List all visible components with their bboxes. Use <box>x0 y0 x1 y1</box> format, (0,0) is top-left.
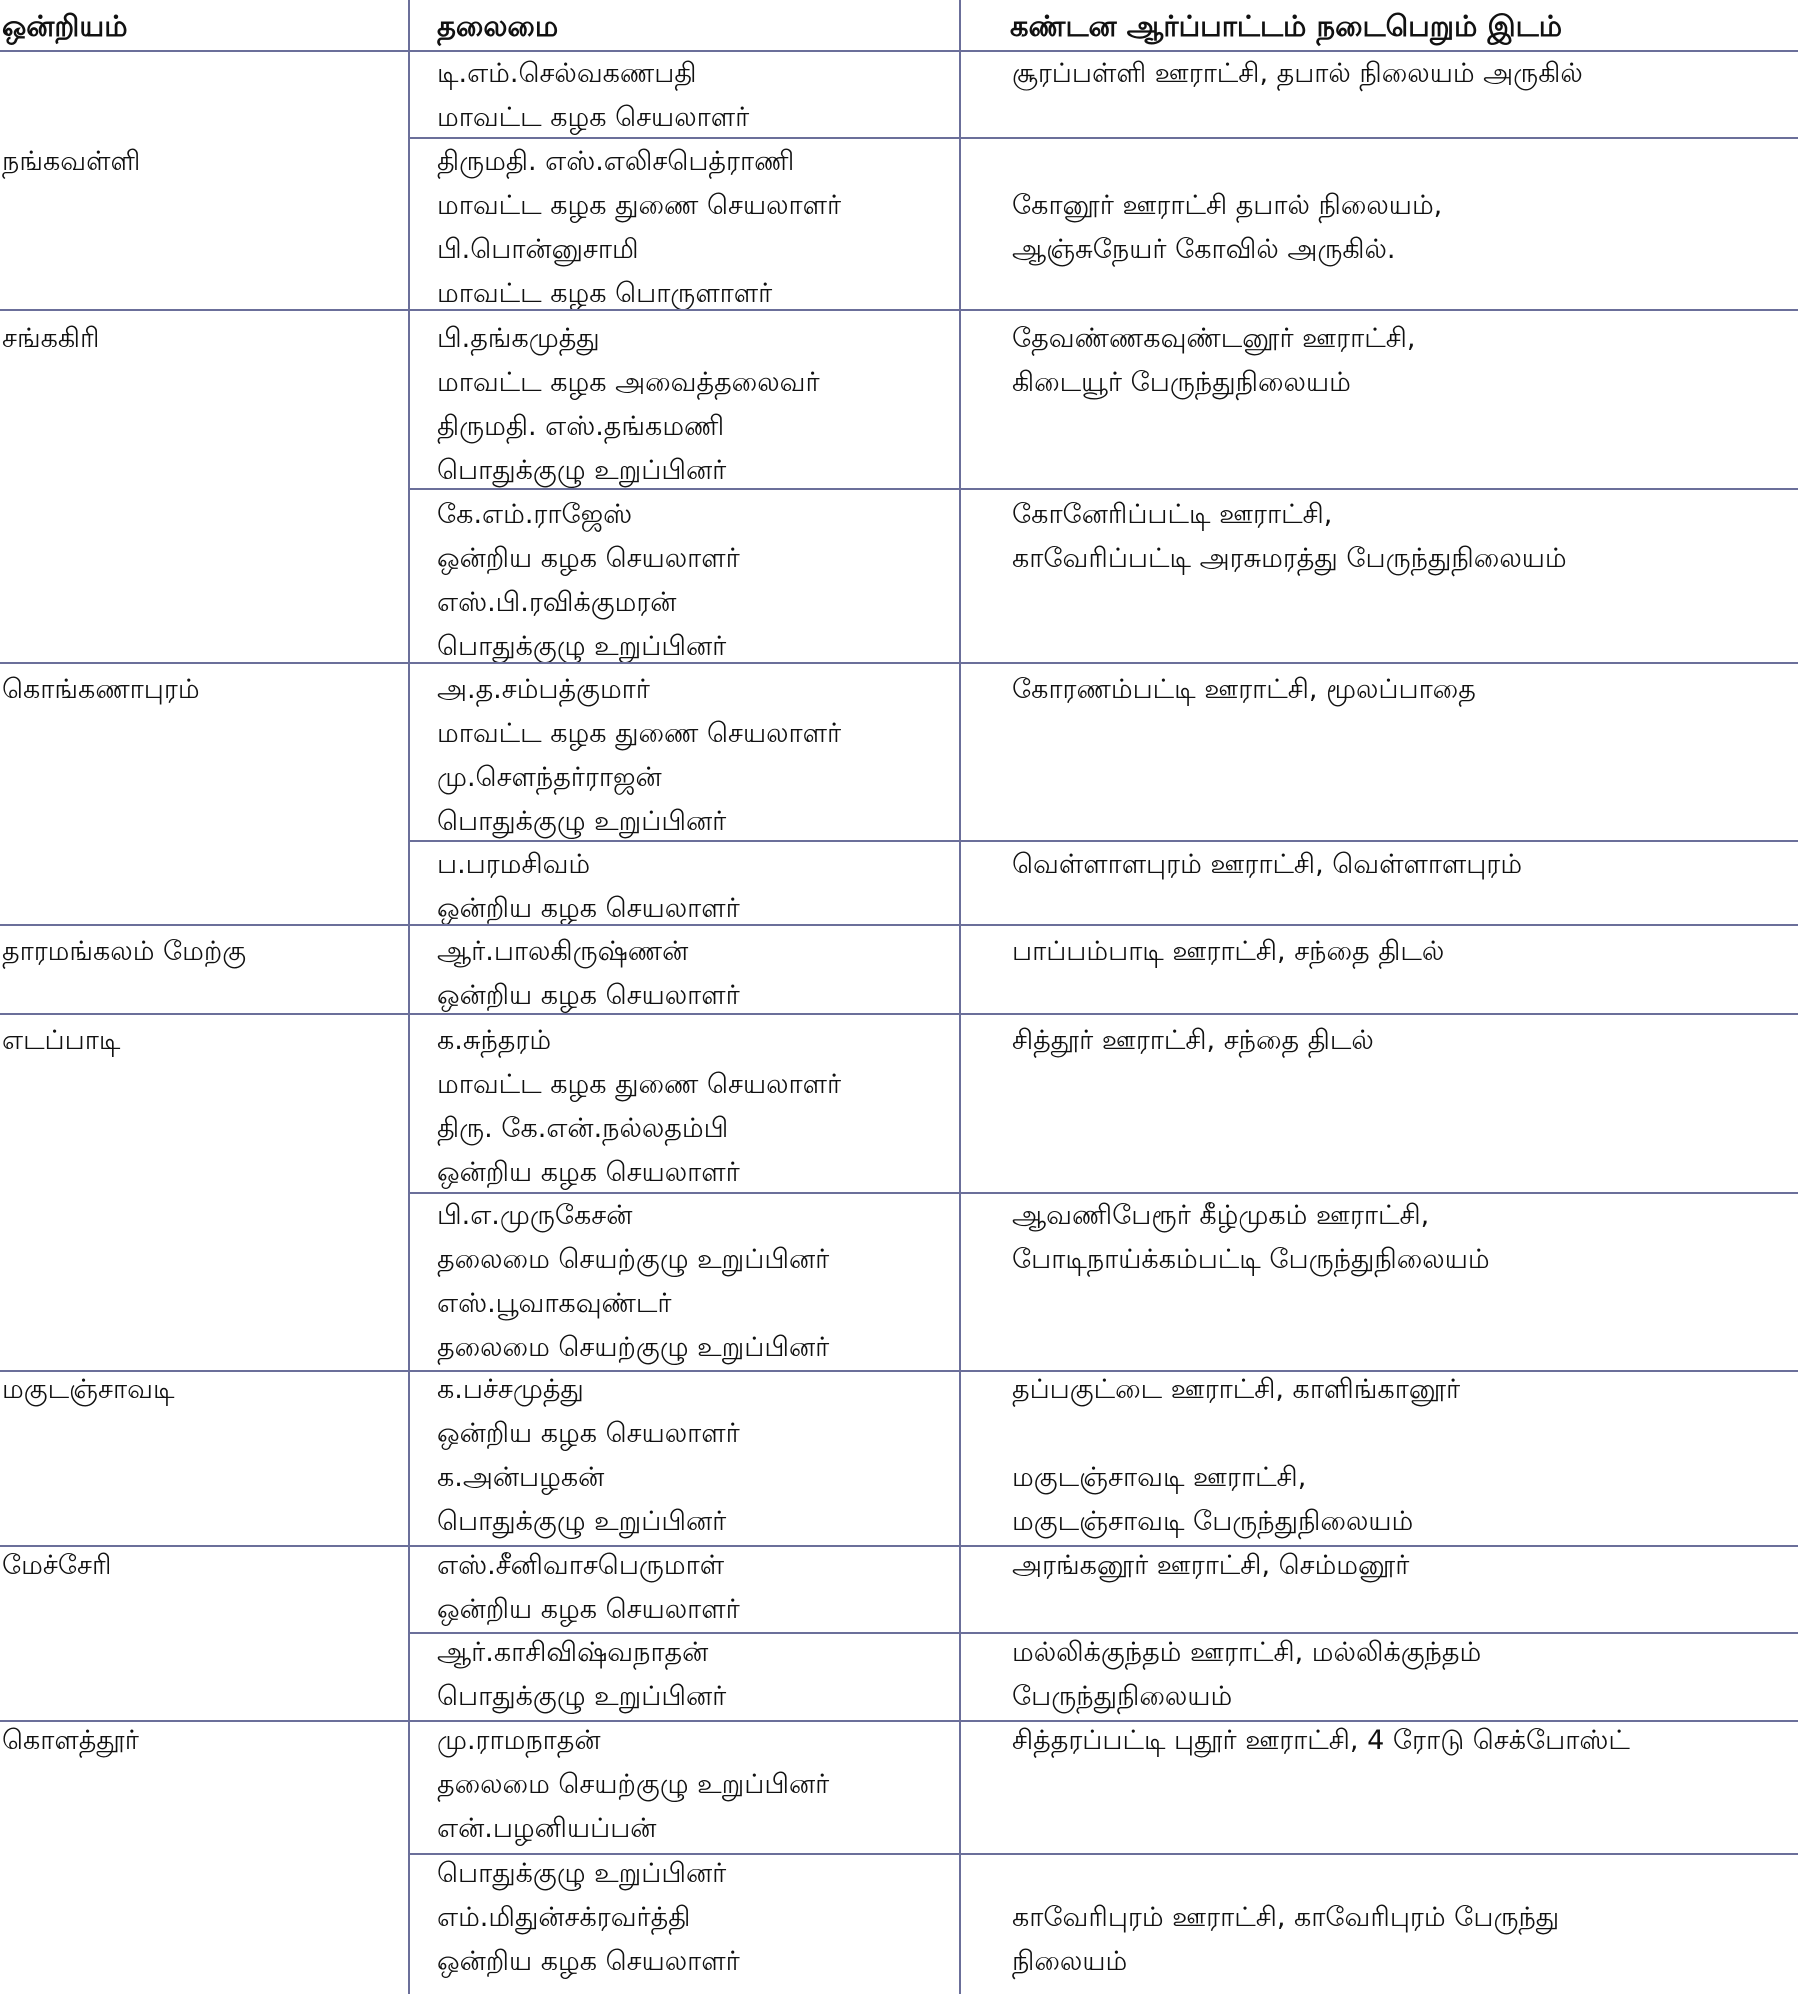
leader-line: ஒன்றிய கழக செயலாளர் <box>437 543 740 574</box>
leader-cell <box>437 1194 829 1370</box>
venue-cell <box>1012 1852 1559 1984</box>
venue-line: கோனேரிப்பட்டி ஊராட்சி, <box>1012 499 1333 530</box>
leader-line: பி.பொன்னுசாமி <box>437 234 639 265</box>
leader-line: ஆர்.பாலகிருஷ்ணன் <box>437 936 689 967</box>
leader-line: மு.சௌந்தர்ராஜன் <box>437 762 662 793</box>
leader-line: மாவட்ட கழக பொருளாளர் <box>437 278 773 309</box>
header-venue: கண்டன ஆர்ப்பாட்டம் நடைபெறும் இடம் <box>1010 9 1563 43</box>
union-name: தாரமங்கலம் மேற்கு <box>2 936 247 967</box>
venue-line: மல்லிக்குந்தம் ஊராட்சி, மல்லிக்குந்தம் <box>1012 1637 1482 1668</box>
leader-line: கே.எம்.ராஜேஸ் <box>437 499 633 530</box>
leader-line: தலைமை செயற்குழு உறுப்பினர் <box>437 1244 830 1275</box>
column-divider <box>408 0 410 1994</box>
venue-line: பேருந்துநிலையம் <box>1012 1681 1233 1712</box>
leader-line: பி.எ.முருகேசன் <box>437 1200 633 1231</box>
leader-line: பொதுக்குழு உறுப்பினர் <box>437 455 727 486</box>
venue-cell <box>1012 1719 1630 1763</box>
venue-line: கிடையூர் பேருந்துநிலையம் <box>1012 367 1351 398</box>
leader-cell <box>437 843 740 931</box>
leader-line: ஒன்றிய கழக செயலாளர் <box>437 980 740 1011</box>
venue-cell <box>1012 52 1583 96</box>
venue-line: காவேரிபுரம் ஊராட்சி, காவேரிபுரம் பேருந்து <box>1012 1902 1560 1933</box>
venue-cell <box>1012 493 1567 581</box>
venue-line: கோரணம்பட்டி ஊராட்சி, மூலப்பாதை <box>1012 674 1476 705</box>
row-divider <box>0 1370 1798 1372</box>
row-divider <box>0 50 1798 52</box>
venue-cell <box>1012 1194 1490 1282</box>
row-divider <box>0 1545 1798 1547</box>
row-divider <box>408 488 1798 490</box>
leader-cell <box>437 52 749 140</box>
venue-line <box>1012 1412 1460 1456</box>
leader-line: தலைமை செயற்குழு உறுப்பினர் <box>437 1332 830 1363</box>
leader-cell <box>437 493 740 669</box>
leader-line: ப.பரமசிவம் <box>437 849 591 880</box>
leader-line: ஒன்றிய கழக செயலாளர் <box>437 1418 740 1449</box>
leader-line: க.அன்பழகன் <box>437 1462 605 1493</box>
union-name: எடப்பாடி <box>2 1025 121 1056</box>
row-divider <box>408 1632 1798 1634</box>
header-leader: தலைமை <box>437 9 559 43</box>
row-divider <box>0 1720 1798 1722</box>
venue-line: சித்தூர் ஊராட்சி, சந்தை திடல் <box>1012 1025 1374 1056</box>
venue-line: ஆவணிபேரூர் கீழ்முகம் ஊராட்சி, <box>1012 1200 1430 1231</box>
leader-line: ஒன்றிய கழக செயலாளர் <box>437 893 740 924</box>
leader-cell <box>437 140 841 316</box>
column-divider <box>959 0 961 1994</box>
leader-line: பொதுக்குழு உறுப்பினர் <box>437 1858 727 1889</box>
leader-line: க.சுந்தரம் <box>437 1025 552 1056</box>
venue-line <box>1012 140 1442 184</box>
venue-cell <box>1012 930 1444 974</box>
row-divider <box>408 840 1798 842</box>
venue-cell <box>1012 1019 1374 1063</box>
leader-cell <box>437 1631 726 1719</box>
leader-line: ஆர்.காசிவிஷ்வநாதன் <box>437 1637 709 1668</box>
union-name: மகுடஞ்சாவடி <box>2 1374 175 1405</box>
venue-line: சித்தரப்பட்டி புதூர் ஊராட்சி, 4 ரோடு செக்போஸ்ட் <box>1012 1725 1630 1756</box>
row-divider <box>408 1192 1798 1194</box>
leader-line: ஒன்றிய கழக செயலாளர் <box>437 1946 740 1977</box>
venue-line: போடிநாய்க்கம்பட்டி பேருந்துநிலையம் <box>1012 1244 1490 1275</box>
union-name: நங்கவள்ளி <box>2 146 141 177</box>
leader-line: அ.த.சம்பத்குமார் <box>437 674 650 705</box>
leader-line: மாவட்ட கழக செயலாளர் <box>437 102 750 133</box>
venue-line: கோனூர் ஊராட்சி தபால் நிலையம், <box>1012 190 1443 221</box>
leader-line: எஸ்.பி.ரவிக்குமரன் <box>437 587 677 618</box>
row-divider <box>0 1013 1798 1015</box>
row-divider <box>408 137 1798 139</box>
leader-line: மு.ராமநாதன் <box>437 1725 601 1756</box>
leader-line: டி.எம்.செல்வகணபதி <box>437 58 697 89</box>
leader-cell <box>437 930 740 1018</box>
leader-line: பி.தங்கமுத்து <box>437 323 600 354</box>
leader-cell <box>437 1852 740 1984</box>
leader-line: மாவட்ட கழக துணை செயலாளர் <box>437 1069 842 1100</box>
leader-line: ஒன்றிய கழக செயலாளர் <box>437 1157 740 1188</box>
leader-line: எம்.மிதுன்சக்ரவர்த்தி <box>437 1902 691 1933</box>
union-name: கொளத்தூர் <box>2 1725 139 1756</box>
union-name: சங்ககிரி <box>2 323 100 354</box>
venue-cell <box>1012 668 1476 712</box>
leader-line: எஸ்.பூவாகவுண்டர் <box>437 1288 672 1319</box>
header-union: ஒன்றியம் <box>2 9 128 43</box>
venue-line: மகுடஞ்சாவடி ஊராட்சி, <box>1012 1462 1307 1493</box>
leader-line: எஸ்.சீனிவாசபெருமாள் <box>437 1550 725 1581</box>
leader-line: பொதுக்குழு உறுப்பினர் <box>437 631 727 662</box>
leader-cell <box>437 317 820 493</box>
leader-line: தலைமை செயற்குழு உறுப்பினர் <box>437 1769 830 1800</box>
venue-line: நிலையம் <box>1012 1946 1128 1977</box>
leader-line: ஒன்றிய கழக செயலாளர் <box>437 1594 740 1625</box>
leader-line: மாவட்ட கழக அவைத்தலைவர் <box>437 367 820 398</box>
leader-line: மாவட்ட கழக துணை செயலாளர் <box>437 718 842 749</box>
venue-cell <box>1012 140 1442 272</box>
leader-line: பொதுக்குழு உறுப்பினர் <box>437 1681 727 1712</box>
venue-line: மகுடஞ்சாவடி பேருந்துநிலையம் <box>1012 1506 1414 1537</box>
row-divider <box>0 924 1798 926</box>
venue-line: சூரப்பள்ளி ஊராட்சி, தபால் நிலையம் அருகில் <box>1012 58 1583 89</box>
leader-line: திருமதி. எஸ்.எலிசபெத்ராணி <box>437 146 795 177</box>
leader-cell <box>437 1019 841 1195</box>
venue-line: வெள்ளாளபுரம் ஊராட்சி, வெள்ளாளபுரம் <box>1012 849 1523 880</box>
venue-cell <box>1012 843 1522 887</box>
venue-line: அரங்கனூர் ஊராட்சி, செம்மனூர் <box>1012 1550 1410 1581</box>
leader-cell <box>437 1544 740 1632</box>
venue-line: ஆஞ்சுநேயர் கோவில் அருகில். <box>1012 234 1396 265</box>
venue-cell <box>1012 317 1415 405</box>
leader-line: மாவட்ட கழக துணை செயலாளர் <box>437 190 842 221</box>
leader-cell <box>437 668 841 844</box>
venue-cell <box>1012 1368 1460 1544</box>
union-name: கொங்கணாபுரம் <box>2 674 200 705</box>
leader-line: என்.பழனியப்பன் <box>437 1813 657 1844</box>
leader-line: திருமதி. எஸ்.தங்கமணி <box>437 411 725 442</box>
leader-line: பொதுக்குழு உறுப்பினர் <box>437 1506 727 1537</box>
venue-line: காவேரிப்பட்டி அரசுமரத்து பேருந்துநிலையம் <box>1012 543 1567 574</box>
venue-line: தேவண்ணகவுண்டனூர் ஊராட்சி, <box>1012 323 1416 354</box>
leader-line: க.பச்சமுத்து <box>437 1374 584 1405</box>
row-divider <box>408 1853 1798 1855</box>
venue-cell <box>1012 1631 1481 1719</box>
leader-line: பொதுக்குழு உறுப்பினர் <box>437 806 727 837</box>
venue-line: தப்பகுட்டை ஊராட்சி, காளிங்கானூர் <box>1012 1374 1461 1405</box>
leader-line: திரு. கே.என்.நல்லதம்பி <box>437 1113 729 1144</box>
row-divider <box>0 662 1798 664</box>
row-divider <box>0 309 1798 311</box>
venue-cell <box>1012 1544 1409 1588</box>
leader-cell <box>437 1719 829 1851</box>
union-name: மேச்சேரி <box>2 1550 112 1581</box>
leader-cell <box>437 1368 740 1544</box>
venue-line: பாப்பம்பாடி ஊராட்சி, சந்தை திடல் <box>1012 936 1445 967</box>
venue-line <box>1012 1852 1559 1896</box>
